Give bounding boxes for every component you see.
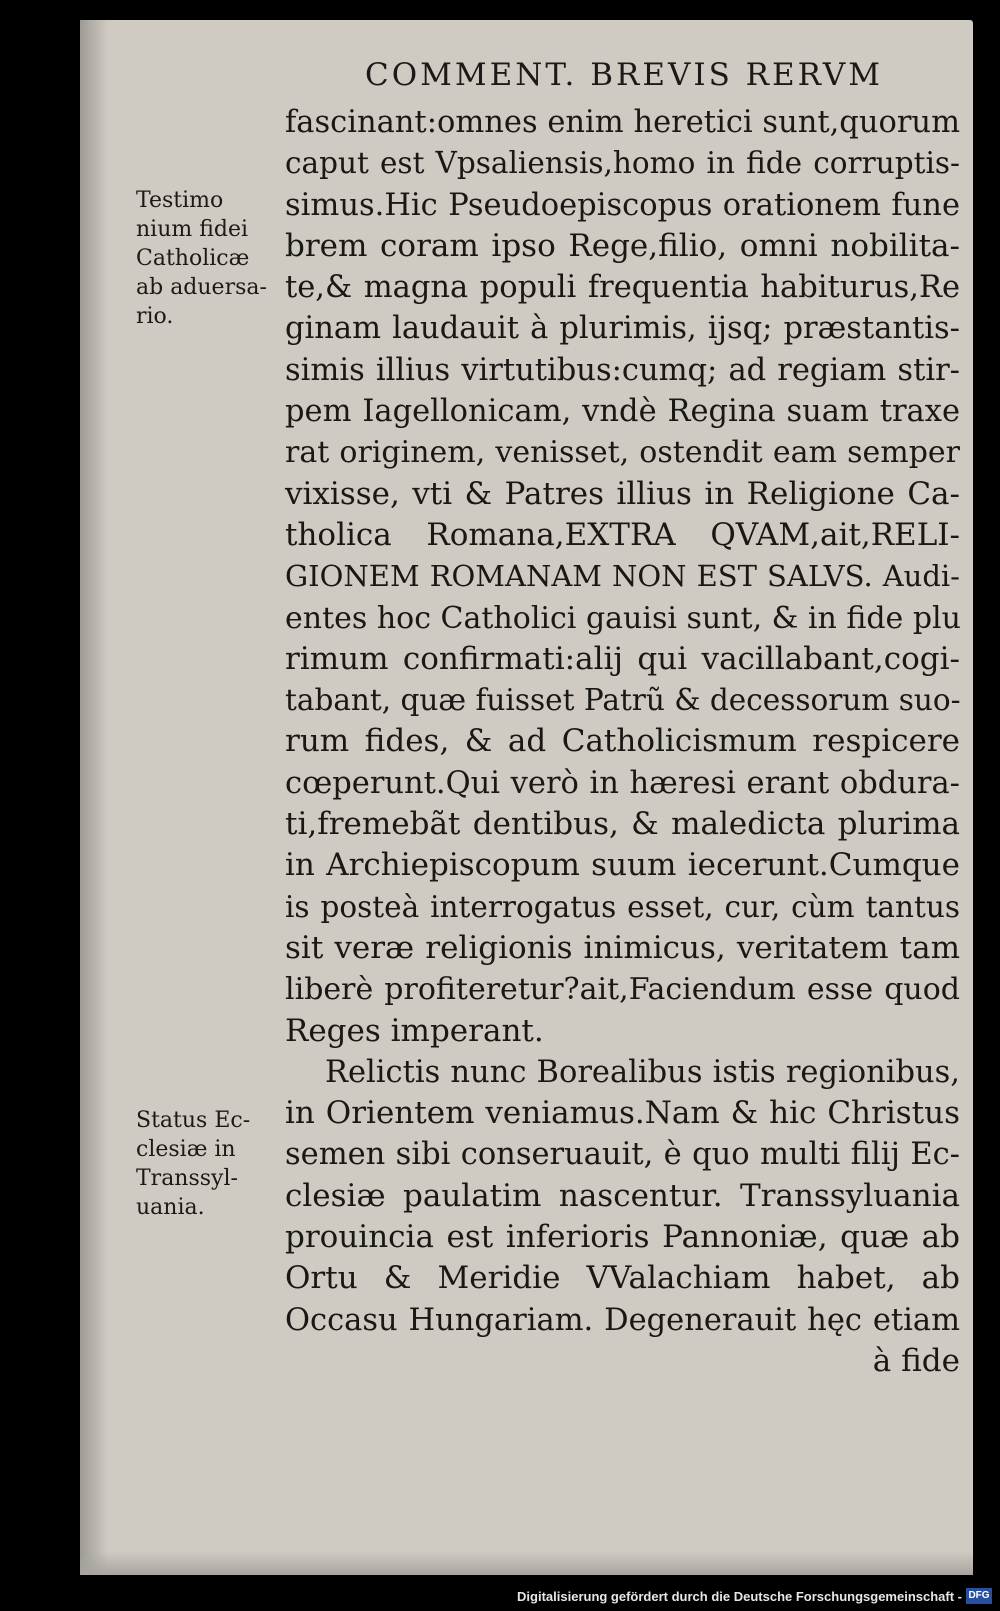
text-line: caput est Vpsaliensis,homo in fide corruptis- [285, 146, 960, 181]
text-line: is posteà interrogatus esset, cur, cùm tantus [285, 889, 960, 924]
text-line: simis illius virtutibus:cumq; ad regiam stir- [285, 352, 960, 388]
catchword: à fide [872, 1342, 960, 1379]
text-line: liberè profiteretur?ait,Faciendum esse quod [285, 972, 960, 1008]
gutter-shadow [80, 20, 108, 1575]
marginal-note-line: ab aduersa- [136, 275, 267, 300]
text-line: Relictis nunc Borealibus istis regionibus, [325, 1054, 960, 1090]
text-line: pem Iagellonicam, vndè Regina suam traxe [285, 394, 960, 430]
text-line: Ortu & Meridie VValachiam habet, ab [285, 1260, 960, 1297]
text-line: te,& magna populi frequentia habiturus,Re [285, 270, 960, 306]
text-line: ti,fremebãt dentibus, & maledicta plurima [285, 806, 960, 843]
marginal-note-line: Testimo [136, 188, 224, 213]
text-line: clesiæ paulatim nascentur. Transsyluania [285, 1177, 960, 1214]
text-line: semen sibi conseruauit, è quo multi filij Ec- [285, 1137, 960, 1173]
marginal-note-line: nium fidei [136, 217, 249, 242]
text-line: prouincia est inferioris Pannoniæ, quæ ab [285, 1219, 960, 1256]
text-line: vixisse, vti & Patres illius in Religione Ca- [285, 475, 960, 512]
text-line: rimum confirmati:alij qui vacillabant,cogi- [285, 640, 960, 677]
text-line: tabant, quæ fuisset Patrũ & decessorum suo- [285, 683, 961, 718]
text-line: in Orientem veniamus.Nam & hic Christus [285, 1095, 960, 1132]
text-line: GIONEM ROMANAM NON EST SALVS. Audi- [285, 559, 960, 594]
text-line: Reges imperant. [285, 1012, 544, 1049]
marginal-note-line: clesiæ in [136, 1137, 236, 1162]
main-text-block [285, 102, 960, 1382]
text-line: rat originem, venisset, ostendit eam semper [285, 435, 960, 471]
text-line: sit veræ religionis inimicus, veritatem tam [285, 929, 960, 966]
marginal-note-line: rio. [136, 304, 174, 329]
book-page [80, 20, 973, 1575]
text-line: cœperunt.Qui verò in hæresi erant obdura- [285, 765, 960, 801]
text-line: brem coram ipso Rege,filio, omni nobilita- [285, 227, 960, 264]
marginal-note [136, 186, 276, 331]
page-edge-shadow [80, 1551, 973, 1575]
text-line: entes hoc Catholici gauisi sunt, & in fide plu [285, 600, 961, 636]
text-line: ginam laudauit à plurimis, ijsq; præstantis- [285, 311, 960, 347]
marginal-note-line: Status Ec- [136, 1108, 251, 1133]
text-line: Occasu Hungariam. Degenerauit hęc etiam [285, 1302, 960, 1338]
text-line: simus.Hic Pseudoepiscopus orationem fune [285, 187, 960, 223]
text-line: tholica Romana,EXTRA QVAM,ait,RELI- [285, 516, 960, 553]
running-head: COMMENT. BREVIS RERVM [365, 57, 884, 93]
dfg-logo: DFG [966, 1588, 992, 1604]
marginal-note-line: Catholicæ [136, 246, 250, 271]
footer-bar [0, 1585, 1000, 1611]
text-line: fascinant:omnes enim heretici sunt,quorum [285, 105, 960, 140]
funding-credit: Digitalisierung gefördert durch die Deutsche Forschungsgemeinschaft - [517, 1589, 962, 1604]
text-line: in Archiepiscopum suum iecerunt.Cumque [285, 847, 960, 884]
text-line: rum fides, & ad Catholicismum respicere [285, 723, 960, 760]
marginal-note [136, 1106, 276, 1222]
marginal-note-line: Transsyl- [136, 1166, 238, 1191]
marginal-note-line: uania. [136, 1195, 205, 1220]
